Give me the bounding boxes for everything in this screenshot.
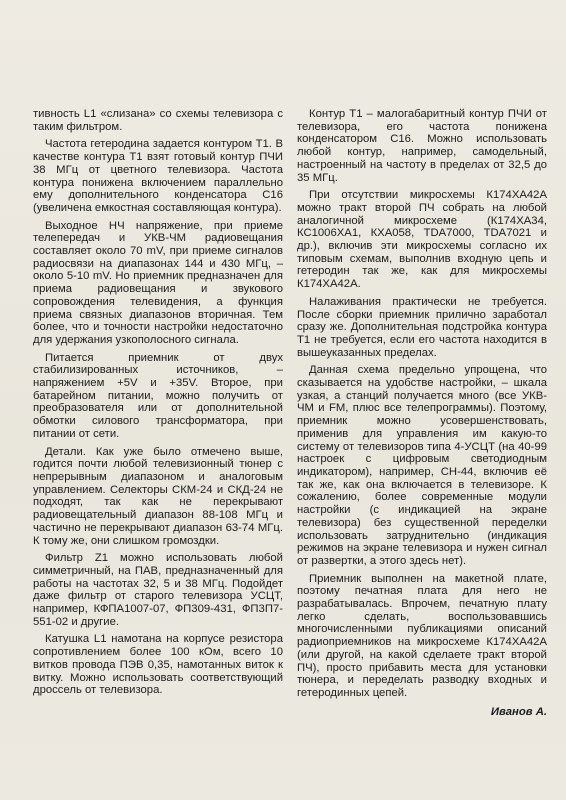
paragraph: тивность L1 «слизана» со схемы телевизора с таким фильтром. [33,108,283,133]
left-text-column [33,108,283,702]
paragraph: Выходное НЧ напряжение, при приеме телепередач и УКВ-ЧМ радиовещания составляет около 70 mV, при приеме сигналов радиосвязи на диапазонах 144 и 430 МГц, – около 5-10 mV. Но приемник предназначен для приема радиовещания и звукового сопровождения телевидения, а функция приема связных диапазонов вторичная. Тем более, что и точности настройки недостаточно для удержания узкополосного сигнала. [33,219,283,346]
paragraph: При отсутствии микросхемы К174ХА42А можно тракт второй ПЧ собрать на любой аналогичной микросхеме (К174ХА34, КС1006ХА1, КХА058, TDA7000, TDA7021 и др.), включив эти микросхемы согласно их типовым схемам, выполнив входную цепь и гетеродин так же, как для микросхемы К174ХА42А. [297,189,547,291]
paragraph: Налаживания практически не требуется. После сборки приемник прилично заработал сразу же. Дополнительная подстройка контура Т1 не требуется, если его частота находится в вышеуказанных пределах. [297,295,547,359]
paragraph: Питается приемник от двух стабилизированных источников, – напряжением +5V и +35V. Второе, при батарейном питании, можно получить от преобразователя или от дополнительной обмотки силового трансформатора, при питании от сети. [33,351,283,440]
paragraph: Детали. Как уже было отмечено выше, годится почти любой телевизионный тюнер с непрерывным диапазоном и аналоговым управлением. Селекторы СКМ-24 и СКД-24 не подходят, так как не перекрывают радиовещательный диапазон 88-108 МГц и частично не перекрывают диапазон 63-74 МГц. К тому же, они слишком громоздки. [33,445,283,547]
paragraph: Катушка L1 намотана на корпусе резистора сопротивлением более 100 кОм, всего 10 витков провода ПЭВ 0,35, намотанных виток к витку. Можно использовать соответствующий дроссель от телевизора. [33,633,283,697]
paragraph: Фильтр Z1 можно использовать любой симметричный, на ПАВ, предназначенный для работы на частотах 32, 5 и 38 МГц. Подойдет даже фильтр от старого телевизора УСЦТ, например, КФПА1007-07, ФП309-431, ФП3П7-551-02 и другие. [33,552,283,628]
paragraph: Приемник выполнен на макетной плате, поэтому печатная плата для него не разрабатывалась. Впрочем, печатную плату легко сделать, воспользовавшись многочисленными публикациями описаний радиоприемников на микросхеме К174ХА42А (или другой, на какой сделаете тракт второй ПЧ), просто прибавить места для установки тюнера, и переделать разводку входных и гетеродинных цепей. [297,572,547,699]
paragraph: Контур Т1 – малогабаритный контур ПЧИ от телевизора, его частота понижена конденсатором С16. Можно использовать любой контур, например, самодельный, настроенный на частоту в пределах от 32,5 до 35 МГц. [297,108,547,184]
author-signature: Иванов А. [490,705,547,718]
paragraph: Частота гетеродина задается контуром Т1. В качестве контура Т1 взят готовый контур ПЧИ 38 МГц от цветного телевизора. Частота контура понижена включением параллельно ему дополнительного конденсатора С16 (увеличена емкостная составляющая контура). [33,138,283,214]
paragraph: Данная схема предельно упрощена, что сказывается на удобстве настройки, – шкала узкая, а станций получается много (все УКВ-ЧМ и FM, плюс все телепрограммы). Поэтому, приемник можно усовершенствовать, применив для управления им какую-то систему от телевизоров типа 4-УСЦТ (на 40-99 настроек с цифровым светодиодным индикатором), например, СН-44, включив её так же, как она включается в телевизоре. К сожалению, более современные модули настройки (с индикацией на экране телевизора) без существенной переделки использовать затруднительно (индикация режимов на экране телевизора и нужен сигнал от развертки, а этого здесь нет). [297,364,547,567]
right-text-column [297,108,547,723]
